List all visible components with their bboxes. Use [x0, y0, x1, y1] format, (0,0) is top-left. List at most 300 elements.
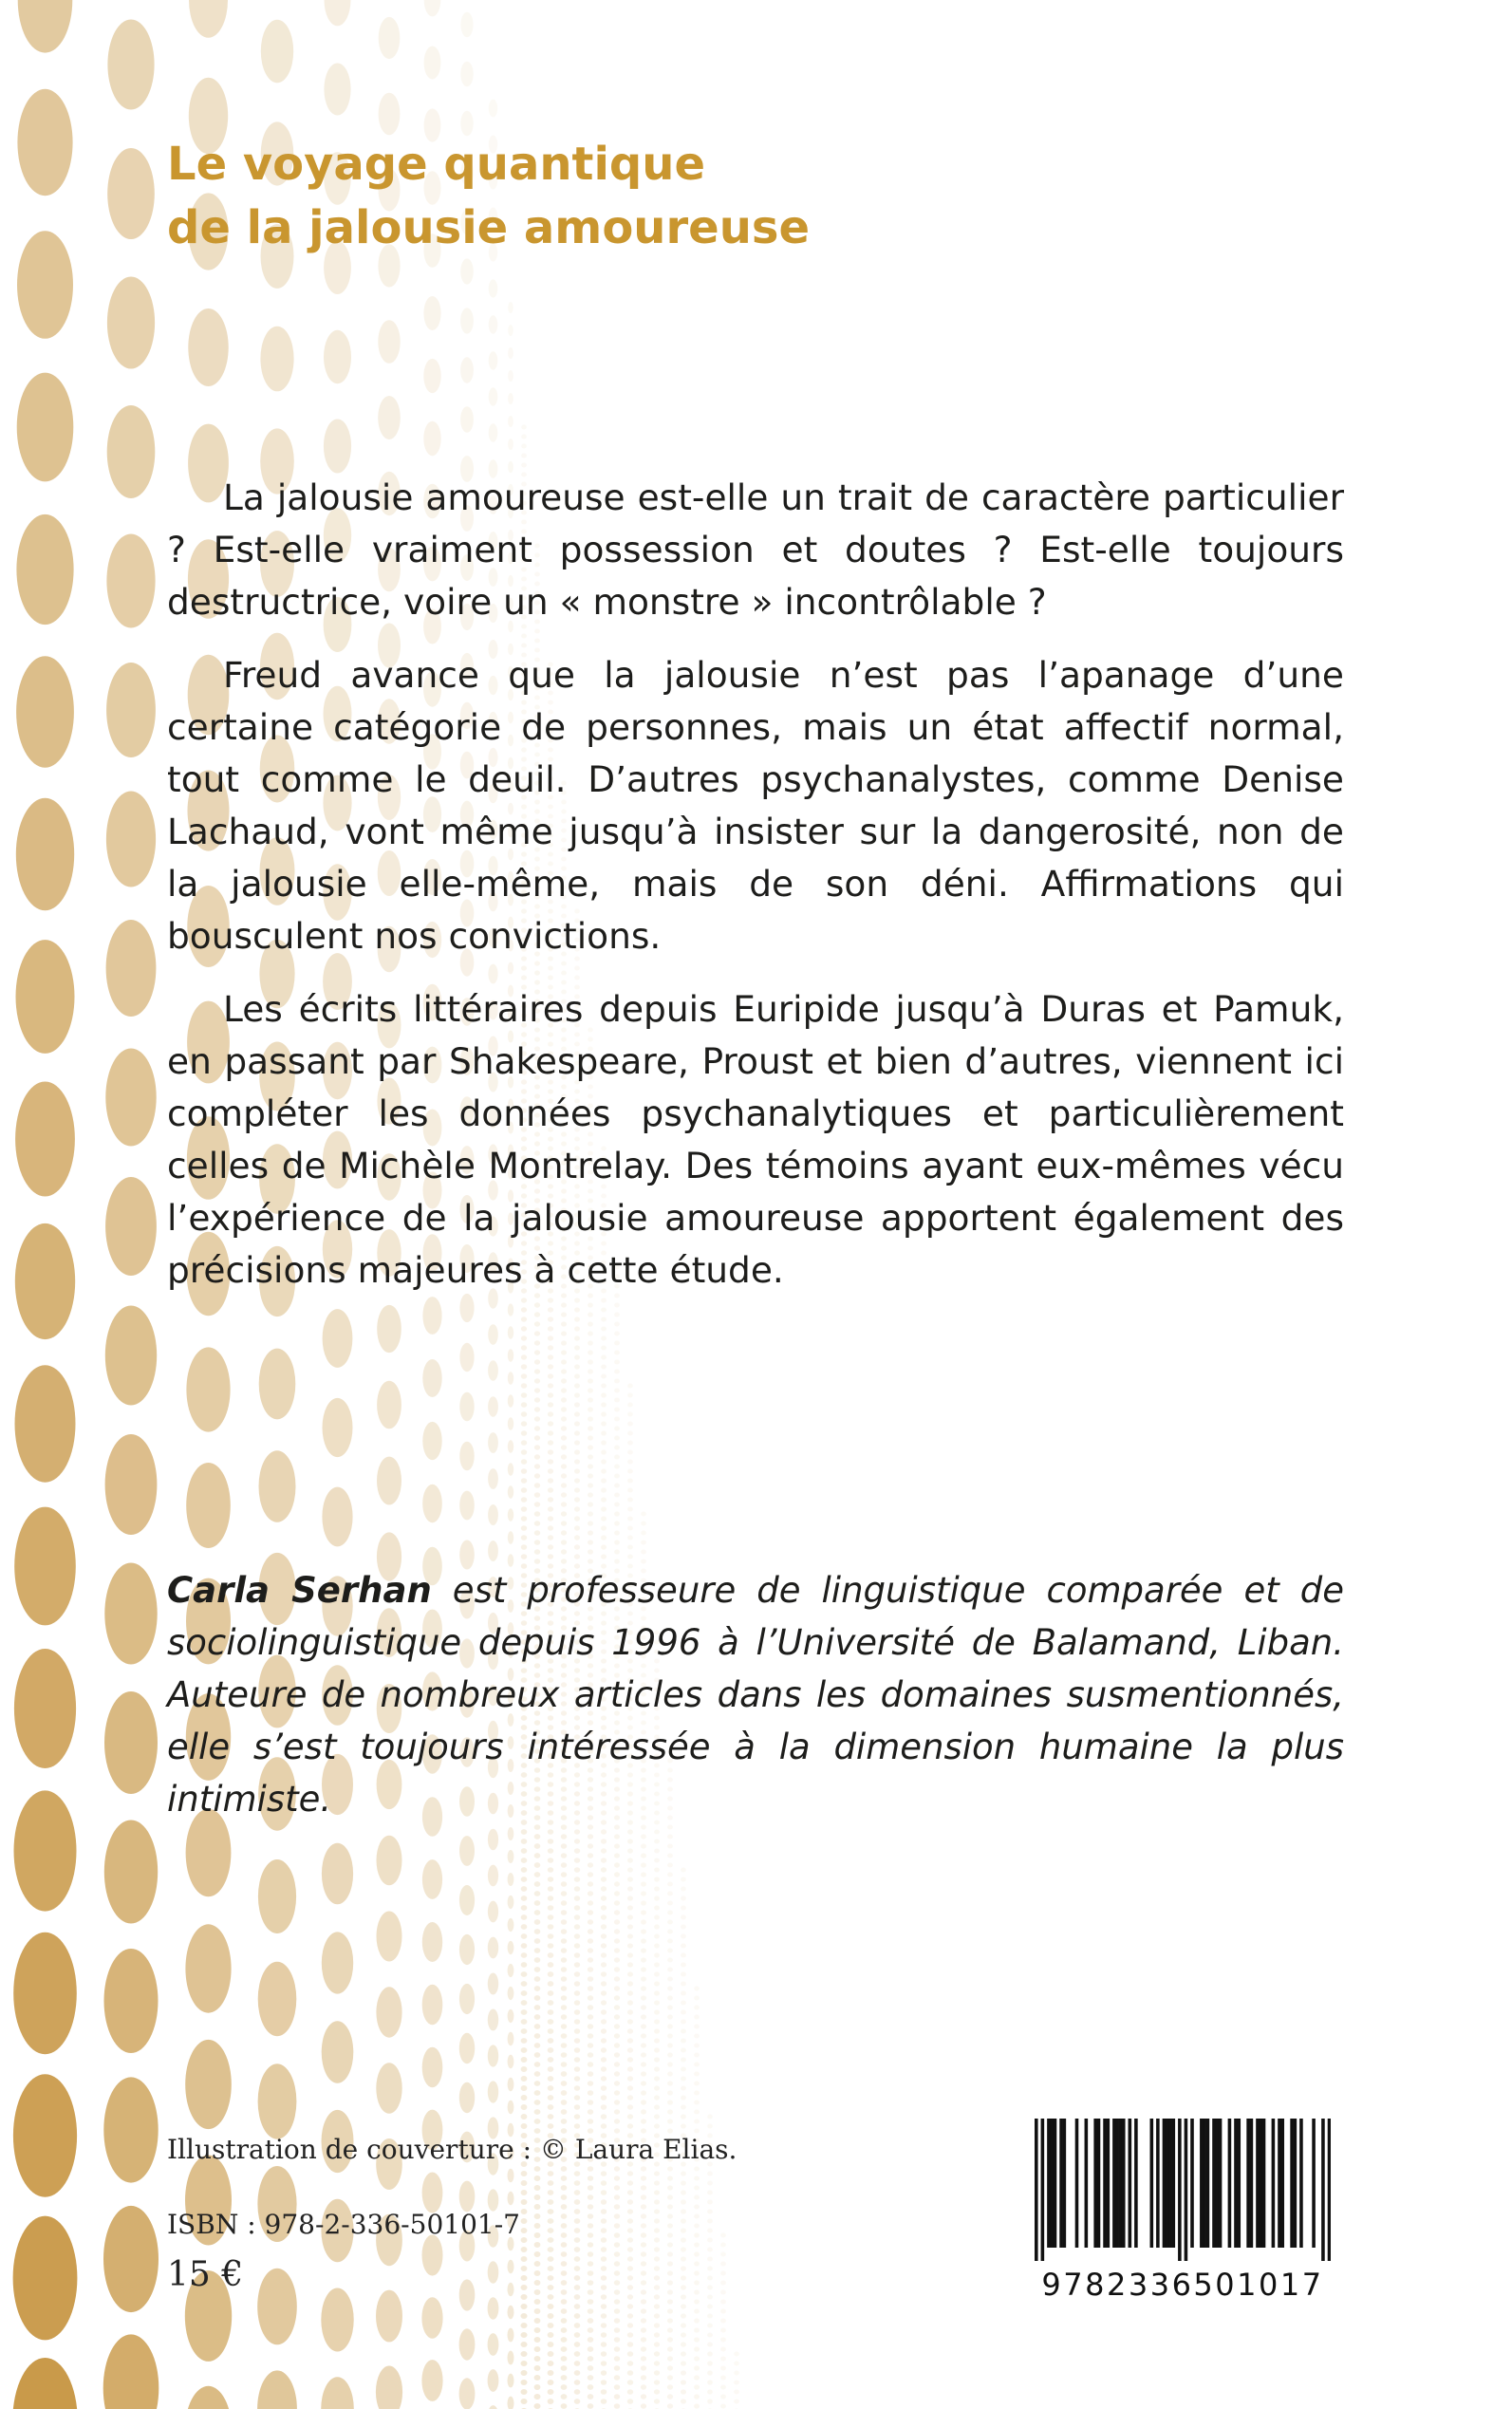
background-dot: [627, 1858, 633, 1862]
background-dot: [641, 2242, 646, 2247]
background-dot: [707, 2324, 713, 2328]
barcode-bar: [1250, 2119, 1254, 2248]
background-dot: [561, 1378, 567, 1383]
background-dot: [641, 2394, 646, 2399]
background-dot: [681, 2039, 686, 2044]
background-dot: [534, 2327, 541, 2333]
background-dot: [260, 327, 293, 392]
background-dot: [601, 1952, 607, 1957]
background-dot: [574, 2256, 581, 2262]
background-dot: [105, 1177, 157, 1276]
background-dot: [667, 1844, 673, 1849]
background-dot: [534, 2403, 541, 2409]
background-dot: [561, 2005, 567, 2010]
background-dot: [106, 534, 155, 628]
background-dot: [667, 1863, 673, 1868]
background-dot: [561, 2280, 568, 2286]
barcode-bar: [1163, 2119, 1167, 2248]
background-dot: [681, 2048, 686, 2053]
background-dot: [534, 2242, 541, 2248]
background-dot: [627, 2294, 633, 2299]
background-dot: [601, 1449, 607, 1454]
background-dot: [521, 2038, 528, 2044]
background-dot: [574, 2275, 581, 2281]
background-dot: [534, 1416, 540, 1421]
background-dot: [561, 1473, 567, 1478]
background-dot: [654, 1924, 660, 1929]
background-dot: [534, 1359, 540, 1364]
background-dot: [641, 2204, 646, 2209]
background-dot: [105, 1306, 157, 1406]
background-dot: [720, 2357, 726, 2362]
background-dot: [601, 2209, 607, 2214]
background-dot: [574, 2304, 581, 2309]
background-dot: [588, 2346, 594, 2352]
background-dot: [508, 2306, 514, 2320]
background-dot: [601, 2218, 607, 2224]
background-dot: [548, 2275, 554, 2281]
background-dot: [667, 2194, 673, 2199]
background-dot: [534, 2213, 541, 2219]
background-dot: [107, 20, 154, 110]
background-dot: [681, 2313, 686, 2318]
background-dot: [654, 2389, 660, 2394]
background-dot: [561, 2024, 567, 2029]
background-dot: [548, 1914, 554, 1920]
background-dot: [574, 1867, 580, 1873]
background-dot: [641, 2005, 646, 2009]
background-dot: [534, 1872, 541, 1877]
barcode-bar: [1150, 2119, 1154, 2248]
background-dot: [641, 1891, 646, 1895]
background-dot: [488, 1504, 498, 1525]
background-dot: [681, 2228, 686, 2232]
background-dot: [377, 1912, 402, 1962]
background-dot: [521, 1535, 527, 1541]
background-dot: [534, 2062, 541, 2067]
background-dot: [460, 357, 474, 383]
background-dot: [614, 2365, 620, 2371]
background-dot: [681, 2294, 686, 2299]
background-dot: [423, 421, 440, 456]
background-dot: [588, 2384, 594, 2390]
background-dot: [561, 1540, 567, 1544]
background-dot: [521, 2199, 528, 2205]
background-dot: [681, 2389, 686, 2394]
background-dot: [376, 2366, 402, 2409]
background-dot: [734, 2381, 739, 2385]
background-dot: [521, 1952, 528, 1958]
background-dot: [521, 454, 527, 458]
background-dot: [423, 296, 440, 330]
background-dot: [641, 1541, 646, 1545]
background-dot: [601, 2294, 607, 2300]
background-dot: [614, 2119, 620, 2123]
background-dot: [534, 2024, 541, 2029]
background-dot: [667, 1949, 673, 1953]
background-dot: [694, 2327, 700, 2332]
background-dot: [614, 1929, 620, 1933]
background-dot: [534, 1426, 540, 1430]
background-dot: [322, 1932, 353, 1993]
barcode-bar: [1041, 2119, 1045, 2261]
background-dot: [105, 1049, 156, 1147]
background-dot: [534, 2014, 541, 2020]
barcode-bar: [1280, 2119, 1284, 2248]
background-dot: [641, 1967, 646, 1971]
background-dot: [521, 2266, 528, 2271]
background-dot: [627, 1886, 633, 1891]
background-dot: [107, 277, 155, 369]
background-dot: [423, 359, 440, 393]
barcode-bar: [1328, 2119, 1331, 2261]
background-dot: [641, 2185, 646, 2190]
background-dot: [574, 2351, 581, 2357]
barcode-bar: [1185, 2119, 1188, 2261]
background-dot: [614, 2346, 620, 2352]
background-dot: [561, 2119, 568, 2124]
barcode-bar: [1166, 2119, 1169, 2248]
background-dot: [378, 320, 400, 364]
background-dot: [521, 1829, 528, 1835]
background-dot: [588, 1957, 593, 1962]
background-dot: [601, 2228, 607, 2233]
background-dot: [548, 2019, 554, 2025]
background-dot: [521, 1971, 528, 1977]
background-dot: [601, 2028, 607, 2033]
background-dot: [574, 2095, 580, 2101]
background-dot: [707, 2115, 713, 2120]
background-dot: [601, 2057, 607, 2062]
background-dot: [614, 1484, 620, 1488]
background-dot: [521, 1506, 527, 1512]
background-dot: [601, 1554, 607, 1559]
background-dot: [667, 1825, 673, 1830]
background-dot: [588, 1872, 593, 1877]
background-dot: [588, 2043, 593, 2048]
background-dot: [667, 2318, 673, 2323]
background-dot: [459, 1343, 474, 1372]
background-dot: [667, 2384, 673, 2389]
background-dot: [574, 2028, 580, 2034]
background-dot: [534, 2204, 541, 2210]
background-dot: [548, 2190, 554, 2195]
background-dot: [548, 1981, 554, 1987]
barcode-bar: [1168, 2119, 1172, 2248]
background-dot: [588, 2119, 593, 2124]
background-dot: [548, 1516, 553, 1521]
background-dot: [259, 1349, 296, 1420]
background-dot: [460, 308, 474, 333]
background-dot: [641, 2194, 646, 2199]
background-dot: [601, 2009, 607, 2014]
cover-illustration-credit: Illustration de couverture : © Laura Elias.: [167, 2134, 737, 2165]
background-dot: [561, 1331, 567, 1335]
background-dot: [508, 1394, 513, 1407]
background-dot: [627, 2399, 633, 2404]
background-dot: [521, 2294, 528, 2300]
background-dot: [667, 1987, 673, 1991]
background-dot: [508, 1850, 514, 1863]
background-dot: [508, 1508, 513, 1522]
background-dot: [681, 2275, 686, 2280]
background-dot: [548, 2038, 554, 2044]
background-dot: [627, 2209, 633, 2213]
background-dot: [588, 1824, 593, 1829]
background-dot: [324, 330, 351, 383]
background-dot: [534, 2109, 541, 2115]
background-dot: [694, 2129, 700, 2134]
background-dot: [257, 2269, 297, 2345]
background-dot: [488, 1901, 498, 1923]
background-dot: [534, 1511, 540, 1517]
background-dot: [561, 1511, 567, 1516]
background-dot: [654, 2351, 660, 2356]
barcode-bar: [1085, 2119, 1089, 2248]
background-dot: [614, 1474, 620, 1479]
background-dot: [574, 1933, 580, 1939]
background-dot: [588, 1511, 593, 1516]
background-dot: [488, 1829, 498, 1851]
background-dot: [548, 1421, 553, 1426]
background-dot: [681, 2218, 686, 2223]
background-dot: [614, 1370, 620, 1374]
background-dot: [561, 2346, 568, 2352]
background-dot: [521, 1544, 527, 1550]
background-dot: [521, 2009, 528, 2015]
background-dot: [460, 406, 474, 433]
background-dot: [681, 2199, 686, 2204]
background-dot: [667, 1873, 673, 1877]
background-dot: [654, 1839, 660, 1844]
background-dot: [13, 2074, 77, 2197]
background-dot: [508, 1918, 514, 1932]
background-dot: [508, 2032, 514, 2045]
background-dot: [694, 2025, 700, 2029]
background-dot: [508, 2397, 514, 2409]
background-dot: [627, 1536, 633, 1541]
background-dot: [488, 1360, 498, 1381]
background-dot: [488, 2009, 498, 2031]
barcode-bar: [1234, 2119, 1238, 2248]
background-dot: [508, 2328, 514, 2343]
background-dot: [574, 2342, 581, 2347]
book-title-line-2: de la jalousie amoureuse: [167, 201, 810, 254]
background-dot: [681, 2323, 686, 2327]
background-dot: [534, 2308, 541, 2314]
background-dot: [534, 2384, 541, 2390]
background-dot: [588, 1862, 593, 1867]
background-dot: [574, 2380, 581, 2385]
background-dot: [588, 2024, 593, 2029]
background-dot: [15, 1365, 76, 1482]
background-dot: [627, 2180, 633, 2185]
background-dot: [667, 2204, 673, 2209]
background-dot: [521, 1962, 528, 1968]
background-dot: [627, 1488, 633, 1493]
background-dot: [707, 2370, 713, 2375]
background-dot: [641, 2356, 646, 2361]
price: 15 €: [167, 2255, 244, 2294]
background-dot: [322, 1843, 353, 1905]
background-dot: [654, 2380, 660, 2384]
background-dot: [488, 1541, 498, 1561]
barcode-bar: [1119, 2119, 1123, 2248]
background-dot: [588, 1397, 593, 1402]
barcode-bar: [1299, 2119, 1303, 2248]
background-dot: [534, 1881, 541, 1887]
background-dot: [588, 1464, 593, 1468]
background-dot: [588, 2213, 593, 2219]
background-dot: [534, 1464, 540, 1468]
background-dot: [588, 2289, 594, 2295]
background-dot: [588, 2375, 594, 2381]
background-dot: [601, 1848, 607, 1853]
background-dot: [574, 1354, 580, 1359]
background-dot: [534, 1350, 540, 1354]
background-dot: [681, 2370, 686, 2375]
background-dot: [508, 416, 513, 427]
background-dot: [601, 1933, 607, 1938]
background-dot: [694, 2186, 700, 2191]
background-dot: [614, 2166, 620, 2171]
background-dot: [601, 1867, 607, 1872]
background-dot: [574, 1516, 580, 1521]
background-dot: [641, 2365, 646, 2370]
background-dot: [561, 2232, 568, 2238]
background-dot: [641, 1938, 646, 1943]
background-dot: [654, 2095, 660, 2100]
background-dot: [521, 1487, 527, 1493]
background-dot: [488, 1468, 498, 1489]
background-dot: [422, 2234, 443, 2275]
background-dot: [561, 1881, 567, 1887]
background-dot: [548, 2066, 554, 2072]
background-dot: [654, 2038, 660, 2043]
background-dot: [376, 2290, 402, 2343]
background-dot: [488, 2261, 499, 2284]
background-dot: [654, 2399, 660, 2403]
background-dot: [521, 2256, 528, 2262]
background-dot: [614, 2194, 620, 2199]
background-dot: [588, 2100, 593, 2105]
background-dot: [323, 1309, 353, 1368]
background-dot: [574, 1459, 580, 1464]
background-dot: [574, 1544, 580, 1549]
background-dot: [574, 1905, 580, 1911]
background-dot: [588, 2261, 593, 2267]
background-dot: [614, 2090, 620, 2095]
barcode-bar: [1122, 2119, 1126, 2248]
blurb-paragraph-1: La jalousie amoureuse est-elle un trait de caractère particulier ? Est-elle vraiment possession et doutes ? Est-elle toujours destructrice, voire un « monstre » incontrôlable ?: [167, 476, 1344, 623]
background-dot: [601, 1535, 607, 1540]
background-dot: [378, 396, 401, 439]
background-dot: [376, 2063, 401, 2114]
background-dot: [376, 1987, 401, 2037]
background-dot: [561, 1369, 567, 1373]
background-dot: [17, 373, 74, 482]
background-dot: [548, 2389, 554, 2395]
background-dot: [521, 2285, 528, 2290]
background-dot: [548, 1962, 554, 1968]
background-dot: [521, 2389, 528, 2395]
background-dot: [574, 2104, 580, 2110]
background-dot: [627, 1990, 633, 1995]
background-dot: [694, 2110, 700, 2115]
background-dot: [534, 1454, 540, 1459]
background-dot: [574, 2019, 580, 2025]
background-dot: [574, 1981, 580, 1987]
background-dot: [534, 2166, 541, 2172]
background-dot: [508, 2283, 514, 2297]
background-dot: [548, 2047, 554, 2053]
background-dot: [561, 2062, 568, 2067]
background-dot: [681, 2190, 686, 2194]
background-dot: [459, 2082, 475, 2114]
background-dot: [16, 798, 74, 911]
background-dot: [667, 2119, 673, 2123]
background-dot: [720, 2404, 726, 2409]
background-dot: [588, 1340, 593, 1345]
background-dot: [614, 1436, 620, 1441]
background-dot: [574, 2209, 581, 2214]
background-dot: [534, 1976, 541, 1982]
background-dot: [601, 1355, 607, 1360]
background-dot: [534, 2223, 541, 2229]
background-dot: [707, 2380, 713, 2384]
background-dot: [534, 1378, 540, 1383]
background-dot: [561, 1388, 567, 1392]
background-dot: [18, 0, 73, 53]
background-dot: [561, 2166, 568, 2172]
background-dot: [707, 2238, 713, 2243]
background-dot: [548, 1392, 553, 1397]
background-dot: [627, 1403, 633, 1408]
background-dot: [424, 0, 441, 16]
background-dot: [508, 2192, 514, 2206]
background-dot: [521, 1497, 527, 1503]
background-dot: [720, 2319, 726, 2324]
background-dot: [561, 2261, 568, 2267]
background-dot: [574, 1848, 580, 1854]
background-dot: [508, 1827, 514, 1840]
background-dot: [521, 1943, 528, 1949]
background-dot: [508, 1941, 514, 1954]
background-dot: [521, 2351, 528, 2357]
background-dot: [694, 2308, 700, 2313]
background-dot: [561, 1521, 567, 1525]
background-dot: [667, 1911, 673, 1915]
background-dot: [588, 2365, 594, 2371]
background-dot: [681, 2256, 686, 2261]
background-dot: [521, 1905, 528, 1911]
background-dot: [521, 1326, 527, 1331]
background-dot: [561, 2308, 568, 2314]
background-dot: [614, 2062, 620, 2066]
barcode-bar: [1156, 2119, 1160, 2248]
background-dot: [654, 1877, 660, 1881]
background-dot: [321, 2288, 353, 2352]
background-dot: [667, 2308, 673, 2313]
background-dot: [681, 2114, 686, 2119]
barcode-bar: [1321, 2119, 1325, 2261]
background-dot: [654, 2114, 660, 2119]
background-dot: [614, 2270, 620, 2276]
background-dot: [667, 2052, 673, 2057]
background-dot: [641, 1531, 646, 1536]
background-dot: [574, 2066, 580, 2072]
background-dot: [534, 2185, 541, 2191]
